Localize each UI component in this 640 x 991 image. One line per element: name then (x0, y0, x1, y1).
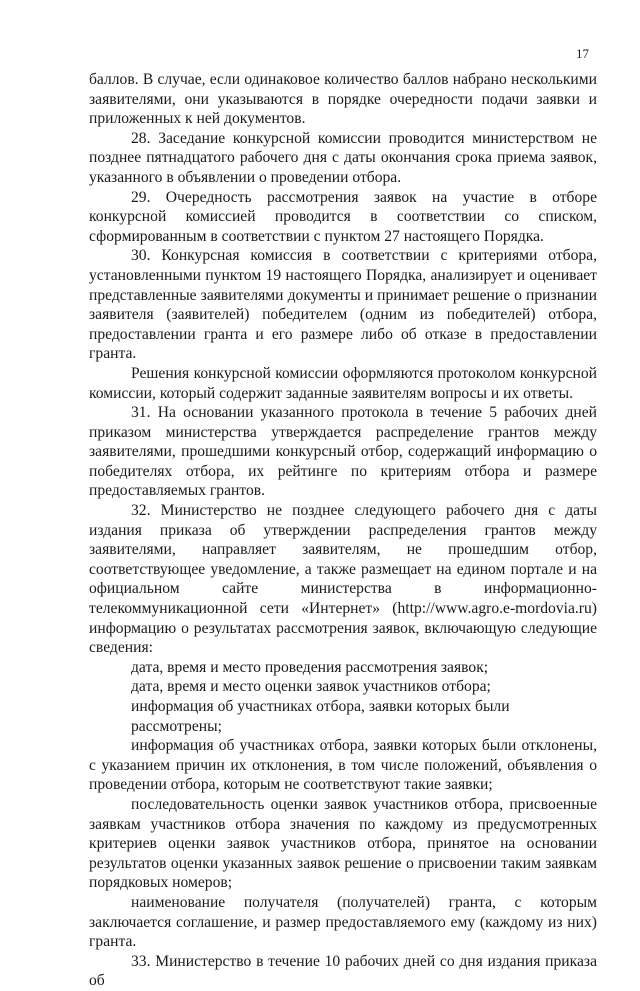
list-item: дата, время и место оценки заявок участников отбора; (131, 678, 491, 696)
document-body (89, 70, 597, 991)
list-item: информация об участниках отбора, заявки которых были рассмотрены; (131, 698, 510, 735)
list-item: дата, время и место проведения рассмотрения заявок; (131, 658, 489, 676)
paragraph: 33. Министерство в течение 10 рабочих дней со дня издания приказа об (89, 952, 597, 990)
list-item: информация об участниках отбора, заявки которых были отклонены, с указанием причин их отклонения, в том числе положений, объявления о проведении отбора, которым не соответствуют такие заявки; (89, 737, 597, 794)
paragraph: 30. Конкурсная комиссия в соответствии с критериями отбора, установленными пунктом 19 настоящего Порядка, анализирует и оценивает представленные заявителями документы и принимает решение о признании заявителя (заявителей) победителем (одним из победителей) отбора, предоставлении гранта и его размере либо об отказе в предоставлении гранта. (89, 247, 597, 363)
paragraph: баллов. В случае, если одинаковое количество баллов набрано несколькими заявителями, они указываются в порядке очередности подачи заявки и приложенных к ней документов. (89, 71, 597, 128)
paragraph: 31. На основании указанного протокола в течение 5 рабочих дней приказом министерства утверждается распределение грантов между заявителями, прошедшими конкурсный отбор, содержащий информацию о победителях отбора, их рейтинге по критериям отбора и размере предоставляемых грантов. (89, 404, 597, 500)
paragraph: 28. Заседание конкурсной комиссии проводится министерством не позднее пятнадцатого рабочего дня с даты окончания срока приема заявок, указанного в объявлении о проведении отбора. (89, 129, 597, 186)
paragraph: Решения конкурсной комиссии оформляются протоколом конкурсной комиссии, который содержит заданные заявителям вопросы и их ответы. (89, 364, 597, 402)
paragraph: 32. Министерство не позднее следующего рабочего дня с даты издания приказа об утверждении распределения грантов между заявителями, направляет заявителям, не прошедшим отбор, соответствующее уведомление, а также размещает на едином портале и на официальном сайте министерства в информационно-телекоммуникационной сети «Интернет» (http://www.agro.e-mordovia.ru) информацию о результатах рассмотрения заявок, включающую следующие сведения: (89, 502, 597, 657)
list-item: наименование получателя (получателей) гранта, с которым заключается соглашение, и размер предоставляемого ему (каждому из них) гранта. (89, 893, 597, 951)
list-item: последовательность оценки заявок участников отбора, присвоенные заявкам участников отбора значения по каждому из предусмотренных критериев оценки заявок участников отбора, принятое на основании результатов оценки указанных заявок решение о присвоении таким заявкам порядковых номеров; (89, 795, 597, 892)
page-number: 17 (576, 46, 589, 61)
paragraph: 29. Очередность рассмотрения заявок на участие в отборе конкурсной комиссией проводится в соответствии со списком, сформированным в соответствии с пунктом 27 настоящего Порядка. (89, 188, 597, 245)
